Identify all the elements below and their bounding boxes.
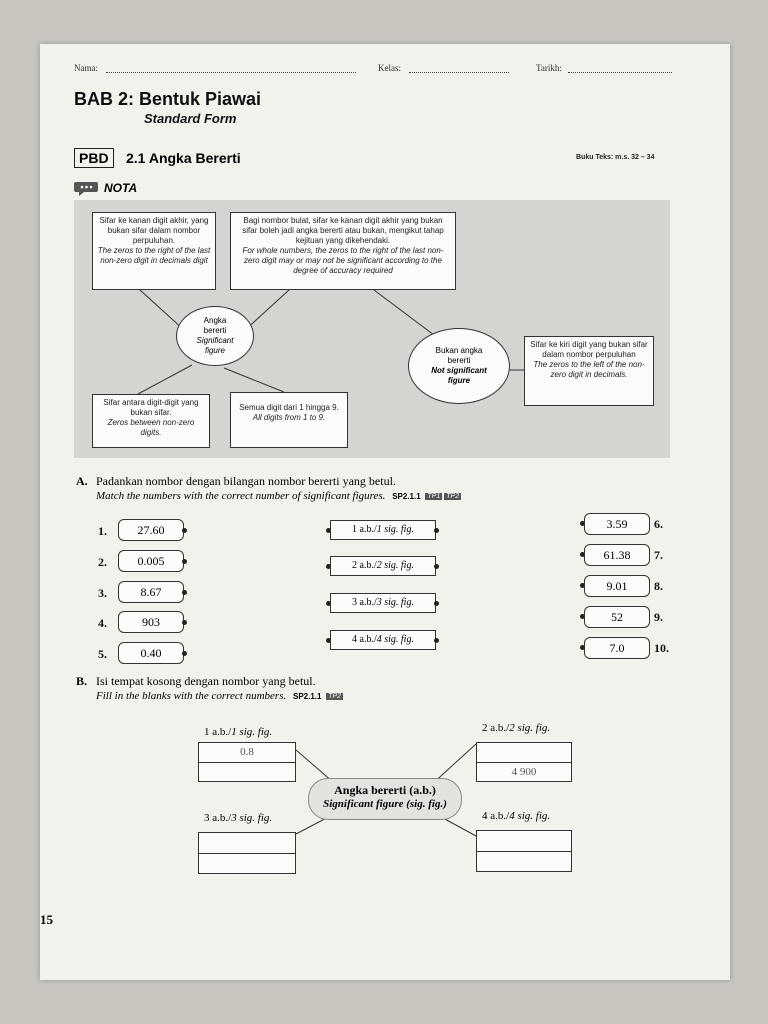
- chapter-title: BAB 2: Bentuk Piawai: [74, 89, 262, 109]
- item-5-value[interactable]: 0.40: [118, 642, 184, 664]
- pbd-badge: PBD: [74, 148, 114, 168]
- item-1-number: 1.: [98, 524, 107, 538]
- b-box-3-row-2[interactable]: [199, 854, 295, 874]
- kelas-label: Kelas:: [378, 63, 401, 73]
- target-4-en: 4 sig. fig.: [376, 634, 414, 645]
- part-b-connectors: [40, 44, 730, 980]
- tp1-tag: TP1: [427, 493, 441, 500]
- b-box-2-en: 2 sig. fig.: [509, 722, 551, 734]
- b-box-2-ms: 2 a.b./: [482, 722, 510, 734]
- nota-box-whole-number-zeros-en: For whole numbers, the zeros to the right of the last non-zero digit may or may not be significant according to the degree of accuracy required: [242, 246, 444, 275]
- page-number: 15: [40, 912, 53, 927]
- target-2-en: 2 sig. fig.: [376, 560, 414, 571]
- b-box-3-ms: 3 a.b./: [204, 812, 232, 824]
- b-box-2-label: [482, 722, 550, 734]
- item-7-value[interactable]: 61.38: [584, 544, 650, 566]
- b-box-1-ms: 1 a.b./: [204, 726, 232, 738]
- nota-box-leading-decimal-zeros-en: The zeros to the left of the non-zero digit in decimals.: [533, 360, 645, 379]
- ellipse-not-significant-ms: Bukan angka bererti: [435, 346, 483, 365]
- chapter-subtitle: Standard Form: [144, 111, 237, 126]
- nota-box-leading-decimal-zeros-ms: Sifar ke kiri digit yang bukan sifar dalam nombor perpuluhan: [530, 340, 648, 359]
- item-2-value[interactable]: 0.005: [118, 550, 184, 572]
- nota-box-zeros-between-en: Zeros between non-zero digits.: [107, 418, 195, 437]
- b-box-2-row-1[interactable]: [477, 743, 571, 763]
- part-a-instruction-ms: Padankan nombor dengan bilangan nombor bererti yang betul.: [96, 474, 396, 488]
- part-b-letter: B.: [76, 674, 88, 688]
- part-b-tp2-tag: TP2: [328, 693, 342, 700]
- nota-box-all-digits-en: All digits from 1 to 9.: [252, 413, 326, 422]
- b-box-4: [476, 830, 572, 872]
- item-5-number: 5.: [98, 647, 107, 661]
- nota-box-trailing-decimal-zeros-en: The zeros to the right of the last non-zero digit in decimals digit: [97, 246, 211, 265]
- nota-box-all-digits-ms: Semua digit dari 1 hingga 9.: [239, 403, 339, 412]
- center-node-ms: Angka bererti (a.b.): [334, 783, 436, 797]
- item-6-value[interactable]: 3.59: [584, 513, 650, 535]
- textbook-reference: Buku Teks: m.s. 32 – 34: [576, 154, 655, 161]
- center-node-en: Significant figure (sig. fig.): [323, 798, 447, 810]
- target-4-ms: 4 a.b./: [352, 634, 377, 645]
- b-box-3-en: 3 sig. fig.: [231, 812, 273, 824]
- ellipse-significant-figure-ms: Angka bererti: [203, 316, 227, 335]
- target-2-ms: 2 a.b./: [352, 560, 377, 571]
- b-box-1-row-2[interactable]: [199, 763, 295, 782]
- b-box-4-label: [482, 810, 550, 822]
- nota-box-trailing-decimal-zeros-ms: Sifar ke kanan digit akhir, yang bukan sifar dalam nombor perpuluhan.: [99, 216, 209, 245]
- b-box-1-en: 1 sig. fig.: [231, 726, 273, 738]
- nama-label: Nama:: [74, 63, 98, 73]
- target-3-en: 3 sig. fig.: [376, 597, 414, 608]
- item-3-number: 3.: [98, 586, 107, 600]
- item-7-number: 7.: [654, 548, 663, 562]
- tp2-tag: TP2: [446, 493, 460, 500]
- item-10-number: 10.: [654, 641, 669, 655]
- tarikh-label: Tarikh:: [536, 63, 562, 73]
- part-b-code: SP2.1.1: [292, 692, 322, 701]
- b-box-3-row-1[interactable]: [199, 833, 295, 854]
- target-1-ms: 1 a.b./: [352, 524, 377, 535]
- b-box-2-row-2[interactable]: 4 900: [511, 766, 537, 778]
- part-a-instruction-en-text: Match the numbers with the correct number of significant figures.: [96, 490, 386, 502]
- item-9-number: 9.: [654, 610, 663, 624]
- item-8-value[interactable]: 9.01: [584, 575, 650, 597]
- b-box-1: [198, 742, 296, 782]
- b-box-1-label: [204, 726, 272, 738]
- item-9-value[interactable]: 52: [584, 606, 650, 628]
- item-4-value[interactable]: 903: [118, 611, 184, 633]
- nota-box-whole-number-zeros-ms: Bagi nombor bulat, sifar ke kanan digit akhir yang bukan sifar boleh jadi angka bererti atau bukan, mengikut tahap kejituan yang dikehendaki.: [242, 216, 444, 245]
- b-box-4-row-2[interactable]: [477, 852, 571, 872]
- nota-box-zeros-between-ms: Sifar antara digit-digit yang bukan sifar.: [103, 398, 199, 417]
- b-box-4-en: 4 sig. fig.: [509, 810, 551, 822]
- part-b-instruction-en-text: Fill in the blanks with the correct numbers.: [96, 690, 287, 702]
- b-box-4-row-1[interactable]: [477, 831, 571, 852]
- item-6-number: 6.: [654, 517, 663, 531]
- b-box-2: [476, 742, 572, 782]
- worksheet-page: [40, 44, 730, 980]
- target-3-ms: 3 a.b./: [352, 597, 377, 608]
- ellipse-significant-figure-en: Significant figure: [196, 336, 234, 355]
- part-a-letter: A.: [76, 474, 88, 488]
- item-3-value[interactable]: 8.67: [118, 581, 184, 603]
- section-title: 2.1 Angka Bererti: [126, 150, 241, 166]
- ellipse-not-significant-en: Not significant figure: [431, 366, 487, 385]
- item-1-value[interactable]: 27.60: [118, 519, 184, 541]
- part-b-instruction-ms: Isi tempat kosong dengan nombor yang betul.: [96, 674, 316, 688]
- item-4-number: 4.: [98, 616, 107, 630]
- b-box-3-label: [204, 812, 272, 824]
- item-10-value[interactable]: 7.0: [584, 637, 650, 659]
- nota-label: NOTA: [104, 181, 138, 195]
- b-box-1-row-1[interactable]: 0.8: [199, 743, 295, 763]
- b-box-3: [198, 832, 296, 874]
- item-8-number: 8.: [654, 579, 663, 593]
- significant-figure-center-node: [308, 778, 462, 820]
- target-1-en: 1 sig. fig.: [376, 524, 414, 535]
- part-a-code: SP2.1.1: [392, 492, 421, 501]
- b-box-4-ms: 4 a.b./: [482, 810, 510, 822]
- item-2-number: 2.: [98, 555, 107, 569]
